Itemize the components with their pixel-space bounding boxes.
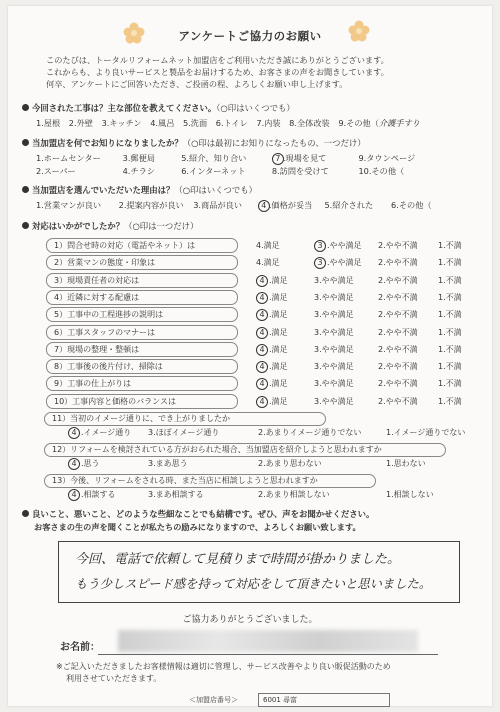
q4-row-option[interactable]: 3 .やや満足: [314, 240, 362, 252]
q4-row-option[interactable]: 1.不満: [438, 379, 462, 389]
q4-row-option[interactable]: 3 .やや満足: [314, 257, 362, 269]
store-number-value: 6001 尋富: [263, 696, 298, 704]
q4-row-option[interactable]: 1.不満: [438, 327, 462, 337]
privacy-note: ※ご記入いただきましたお客様情報は適切に管理し、サービス改善やより良い販促活動のため 利用させていただきます。: [56, 662, 391, 683]
q2-options-row1: 1.ホームセンター 3.郵便局 5.紹介、知り合い 7 .現場を見て 9.タウンページ: [36, 153, 416, 163]
name-label: お名前：: [60, 642, 100, 653]
q4-row-label: 1）問合せ時の対応（電話やネット）は: [54, 241, 196, 250]
q4-row-option[interactable]: 1.不満: [438, 275, 462, 285]
q4-row-label: 3）現場責任者の対応は: [54, 275, 140, 285]
q2-options-row2: 2.スーパー 4.チラシ 6.インターネット 8.訪問を受けて 10.その他（: [36, 166, 405, 176]
q4-row-option[interactable]: 3.やや満足: [314, 327, 354, 337]
q4-row-label: 9）工事の仕上がりは: [54, 379, 132, 389]
q1-heading: 今回された工事は？主な部位を教えてください。（○印はいくつでも）: [22, 102, 295, 114]
q4-row-option[interactable]: 2.やや不満: [378, 258, 418, 268]
comment-handwriting-line2: もう少しスピード感を持って対応をして頂きたいと思いました。: [75, 577, 432, 591]
q4-row-option[interactable]: 4.満足: [256, 241, 280, 250]
q4-row-option[interactable]: 1.不満: [438, 396, 462, 406]
q4-row-label: 10）工事内容と価格のバランスは: [54, 396, 176, 406]
q12-block: 12）リフォームを検討されている方がおられた場合、当加盟店を紹介しようと思われますか 4 .思う 3.まあ思う 2.あまり思わない 1.思わない: [44, 443, 464, 471]
q3-heading: 当加盟店を選んでいただいた理由は？（○印はいくつでも）: [22, 184, 257, 196]
q4-row-option[interactable]: 3.やや満足: [314, 379, 354, 389]
q4-row-option[interactable]: 4 .満足: [256, 361, 288, 373]
q4-row-option[interactable]: 2.やや不満: [378, 362, 418, 372]
q4-row-option[interactable]: 4 .満足: [256, 309, 288, 321]
q4-row-option[interactable]: 1.不満: [438, 344, 462, 354]
q4-row-option[interactable]: 3.やや満足: [314, 362, 354, 372]
q13-block: 13）今後、リフォームをされる時、また当店に相談しようと思われますか 4 .相談する 3.まあ相談する 2.あまり相談しない 1.相談しない: [44, 474, 464, 502]
q3-options: 1.営業マンが良い 2.提案内容が良い 3.商品が良い 4 .価格が妥当 5.紹介された 6.その他（: [36, 200, 432, 210]
store-number-box: [189, 693, 390, 707]
q4-row-option[interactable]: 3.やや満足: [314, 310, 354, 320]
name-underline: [98, 654, 438, 655]
comment-handwriting-line1: 今回、電話で依頼して見積りまで時間が掛かりました。: [75, 552, 401, 567]
store-number-label: ＜加盟店番号＞: [189, 696, 238, 704]
q4-row-option[interactable]: 3.やや満足: [314, 344, 354, 354]
q4-row-option[interactable]: 4 .満足: [256, 378, 288, 390]
q4-row-option[interactable]: 2.やや不満: [378, 344, 418, 354]
q4-row-option[interactable]: 2.やや不満: [378, 310, 418, 320]
name-redacted: [118, 630, 418, 652]
q4-row-option[interactable]: 2.やや不満: [378, 241, 418, 250]
q4-row-option[interactable]: 4 .満足: [256, 396, 288, 408]
comment-box[interactable]: [58, 541, 460, 603]
q4-row-option[interactable]: 1.不満: [438, 258, 462, 268]
q4-row-option[interactable]: 2.やや不満: [378, 379, 418, 389]
q4-row-option[interactable]: 1.不満: [438, 362, 462, 372]
q4-row-option[interactable]: 4 .満足: [256, 344, 288, 356]
q4-row-option[interactable]: 1.不満: [438, 292, 462, 302]
q4-row-option[interactable]: 3.やや満足: [314, 292, 354, 302]
q5-subheading: お客さまの生の声を聞くことが私たちの励みになりますので、よろしくお願い致します。: [34, 522, 361, 532]
q4-row-option[interactable]: 2.やや不満: [378, 327, 418, 337]
q4-row-option[interactable]: 1.不満: [438, 310, 462, 320]
q4-row-option[interactable]: 4 .満足: [256, 275, 288, 287]
q4-row-option[interactable]: 2.やや不満: [378, 275, 418, 285]
q1-handwriting: 介護手すり: [378, 118, 420, 128]
q5-heading: 良いこと、悪いこと、どのような些細なことでも結構です。ぜひ、声をお聞かせください。: [22, 508, 374, 520]
q4-row-label: 4）近隣に対する配慮は: [54, 292, 140, 302]
thanks-text: ご協力ありがとうございました。: [182, 615, 318, 625]
q4-row-option[interactable]: 2.やや不満: [378, 292, 418, 302]
q4-row-option[interactable]: 2.やや不満: [378, 396, 418, 406]
q1-options: 1.屋根 2.外壁 3.キッチン 4.風呂 5.洗面 6.トイレ 7.内装 8.全体改装 9.その他（介護手すり: [36, 118, 420, 128]
q4-row-option[interactable]: 3.やや満足: [314, 396, 354, 406]
q4-row-label: 2）営業マンの態度・印象は: [54, 258, 156, 268]
q4-row-option[interactable]: 3.やや満足: [314, 275, 354, 285]
q4-row-option[interactable]: 4 .満足: [256, 327, 288, 339]
q4-row-option[interactable]: 4.満足: [256, 258, 280, 268]
q2-heading: 当加盟店を何でお知りになりましたか？（○印は最初にお知りになったもの、一つだけ）: [22, 137, 366, 149]
page-title: アンケートご協力のお願い: [178, 29, 322, 43]
q4-row-option[interactable]: 1.不満: [438, 241, 462, 250]
q11-block: 11）当初のイメージ通りに、でき上がりましたか 4 .イメージ通り 3.ほぼイメージ通り 2.あまりイメージ通りでない 1.イメージ通りでない: [44, 412, 464, 440]
q4-row-option[interactable]: 4 .満足: [256, 292, 288, 304]
q4-row-label: 8）工事後の後片付け、掃除は: [54, 362, 163, 372]
survey-sheet: [8, 6, 492, 706]
q4-row-label: 5）工事中の工程進捗の説明は: [54, 310, 164, 320]
q4-row-label: 7）現場の整理・整頓は: [54, 344, 140, 354]
q4-row-label: 6）工事スタッフのマナーは: [54, 327, 156, 337]
intro-text: このたびは、トータルリフォームネット加盟店をご利用いただき誠にありがとうございます。 これからも、より良いサービスと製品をお届けするため、お客さまの声をお聞きしています。 何卒、アンケートにご回答いただき、ご投函の程、よろしくお願い申し上げます。: [46, 55, 389, 89]
q4-heading: 対応はいかがでしたか？（○印は一つだけ）: [22, 220, 198, 232]
